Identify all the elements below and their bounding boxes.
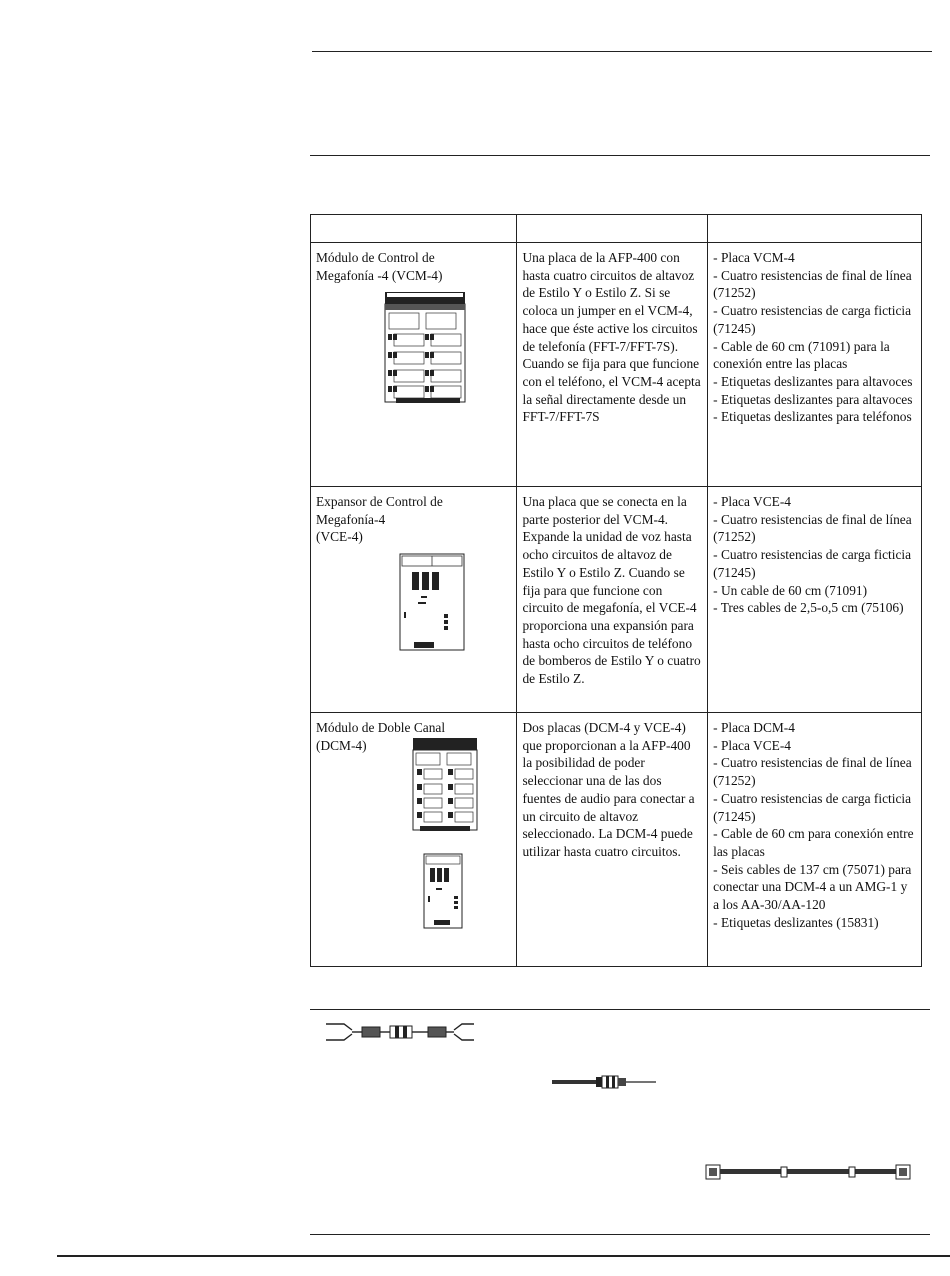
top-rule (312, 51, 932, 52)
cables-bottom-rule (310, 1234, 930, 1235)
content-item: - Cuatro resistencias de final de línea (71252) (713, 511, 912, 545)
vce-4-board-icon (316, 552, 501, 658)
table-row (311, 243, 922, 487)
content-item: - Cable de 60 cm (71091) para la conexión entre las placas (713, 338, 890, 372)
content-item: - Tres cables de 2,5-o,5 cm (75106) (713, 600, 904, 616)
description-cell: Dos placas (DCM-4 y VCE-4) que proporcionan a la AFP-400 la posibilidad de poder seleccionar una de las dos fuentes de audio para conectar a un circuito de altavoz seleccionado. La DCM-4 puede utilizar hasta cuatro circuitos. (517, 713, 708, 967)
vcm-4-board-icon (316, 290, 501, 410)
header-cell (708, 215, 922, 243)
module-name-cell (311, 243, 517, 487)
fork-terminal-cable-icon (322, 1020, 476, 1044)
accessory-table (310, 214, 922, 967)
description-cell: Una placa de la AFP-400 con hasta cuatro circuitos de altavoz de Estilo Y o Estilo Z. Si se coloca un jumper en el VCM-4, hace que éste active los circuitos de telefonía (FFT-7/FFT-7S). Cuando se fija para que funcione con el teléfono, el VCM-4 acepta la señal directamente desde un FFT-7/FFT-7S (517, 243, 708, 487)
module-name: Módulo de Doble Canal (316, 720, 446, 735)
contents-cell (708, 713, 922, 967)
content-item: - Cuatro resistencias de carga ficticia (71245) (713, 303, 912, 336)
page-footer-rule (57, 1255, 950, 1257)
module-name: Módulo de Control de (316, 250, 435, 265)
module-name: (DCM-4) (316, 737, 367, 753)
content-item: - Placa VCM-4 (713, 250, 795, 265)
content-item: - Cuatro resistencias de final de línea (71252) (713, 755, 912, 789)
description-cell: Una placa que se conecta en la parte posterior del VCM-4. Expande la unidad de voz hasta ocho circuitos de altavoz de Estilo Y o Estilo Z. Cuando se fija para que funcione con circuito de megafonía, el VCE-4 proporciona una expansión para hasta ocho circuitos de teléfono de bomberos de Estilo Y o cuatro de Estilo Z. (517, 487, 708, 713)
content-item: - Etiquetas deslizantes para teléfonos (713, 409, 912, 425)
module-name: Megafonía -4 (VCM-4) (316, 267, 443, 283)
long-connector-cable-icon (705, 1161, 911, 1183)
cables-top-rule (310, 1009, 930, 1010)
content-item: - Etiquetas deslizantes (15831) (713, 914, 879, 930)
contents-cell (708, 243, 922, 487)
table-row (311, 713, 922, 967)
content-item: - Etiquetas deslizantes para altavoces (713, 391, 913, 407)
header-cell (517, 215, 708, 243)
module-name: Megafonía-4 (316, 511, 386, 527)
module-name-cell (311, 713, 517, 967)
content-item: - Placa VCE-4 (713, 494, 791, 509)
content-item: - Seis cables de 137 cm (75071) para conectar una DCM-4 a un AMG-1 y a los AA-30/AA-120 (713, 861, 912, 913)
content-item: - Un cable de 60 cm (71091) (713, 582, 868, 598)
table-row (311, 487, 922, 713)
module-name: Expansor de Control de (316, 494, 443, 509)
module-name: (VCE-4) (316, 529, 363, 545)
content-item: - Placa DCM-4 (713, 720, 795, 735)
content-item: - Cable de 60 cm para conexión entre las placas (713, 826, 914, 859)
section-rule (310, 155, 930, 156)
pin-cable-icon (552, 1074, 658, 1090)
header-cell (311, 215, 517, 243)
content-item: - Placa VCE-4 (713, 737, 791, 753)
table-header-row (311, 215, 922, 243)
module-name-cell (311, 487, 517, 713)
content-item: - Cuatro resistencias de carga ficticia (71245) (713, 547, 912, 580)
dcm-4-boards-icon (316, 736, 501, 932)
content-item: - Cuatro resistencias de carga ficticia (71245) (713, 790, 912, 824)
content-item: - Etiquetas deslizantes para altavoces (713, 373, 913, 389)
content-item: - Cuatro resistencias de final de línea (71252) (713, 267, 912, 301)
contents-cell (708, 487, 922, 713)
